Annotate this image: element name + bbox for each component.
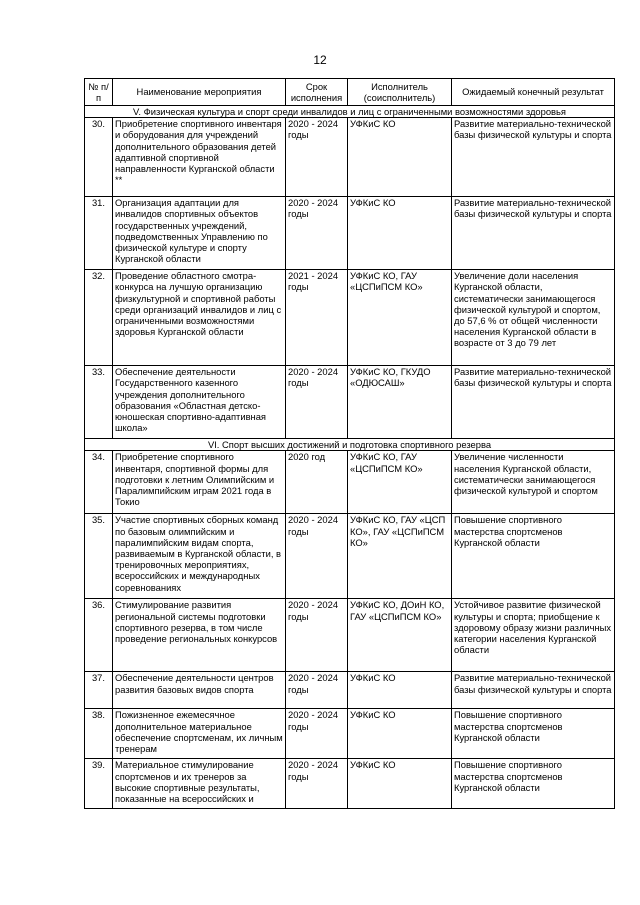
row-event-name: Материальное стимулирование спортсменов и их тренеров за высокие спортивные результаты, показанные на всероссийских и [113, 759, 286, 809]
section-title: V. Физическая культура и спорт среди инвалидов и лиц с ограниченными возможностями здоровья [85, 106, 615, 118]
header-executor: Исполнитель (соисполнитель) [348, 79, 452, 106]
row-executor: УФКиС КО, ГАУ «ЦСПиПСМ КО» [348, 451, 452, 514]
row-number: 38. [85, 709, 113, 759]
table-row [85, 270, 615, 366]
row-number: 33. [85, 366, 113, 439]
row-executor: УФКиС КО, ДОиН КО, ГАУ «ЦСПиПСМ КО» [348, 599, 452, 672]
row-term: 2021 - 2024 годы [286, 270, 348, 366]
row-event-name: Организация адаптации для инвалидов спортивных объектов государственных учреждений, подведомственных Управлению по физической культуре и спорту Курганской области [113, 197, 286, 270]
section-row [85, 106, 615, 118]
row-term: 2020 - 2024 годы [286, 709, 348, 759]
row-term: 2020 - 2024 годы [286, 514, 348, 599]
table-header-row [85, 79, 615, 106]
row-event-name: Пожизненное ежемесячное дополнительное материальное обеспечение спортсменам, их личным тренерам [113, 709, 286, 759]
table-row [85, 709, 615, 759]
row-result: Повышение спортивного мастерства спортсменов Курганской области [452, 709, 615, 759]
table-row [85, 759, 615, 809]
row-number: 32. [85, 270, 113, 366]
table-row [85, 672, 615, 709]
row-result: Увеличение численности населения Курганской области, систематически занимающегося физической культурой и спортом [452, 451, 615, 514]
row-event-name: Проведение областного смотра-конкурса на лучшую организацию физкультурной и спортивной работы среди организаций инвалидов и лиц с ограниченными возможностями здоровья Курганской области [113, 270, 286, 366]
row-executor: УФКиС КО, ГАУ «ЦСПиПСМ КО» [348, 270, 452, 366]
row-number: 34. [85, 451, 113, 514]
row-number: 30. [85, 118, 113, 197]
header-term: Срок исполнения [286, 79, 348, 106]
row-event-name: Приобретение спортивного инвентаря и оборудования для учреждений дополнительного образования детей адаптивной спортивной направленности Курганской области ** [113, 118, 286, 197]
row-event-name: Обеспечение деятельности центров развития базовых видов спорта [113, 672, 286, 709]
row-event-name: Приобретение спортивного инвентаря, спортивной формы для подготовки к летним Олимпийским и Паралимпийским играм 2021 года в Токио [113, 451, 286, 514]
row-executor: УФКиС КО [348, 709, 452, 759]
row-term: 2020 год [286, 451, 348, 514]
header-result: Ожидаемый конечный результат [452, 79, 615, 106]
row-executor: УФКиС КО [348, 672, 452, 709]
row-number: 37. [85, 672, 113, 709]
row-term: 2020 - 2024 годы [286, 759, 348, 809]
row-result: Развитие материально-технической базы физической культуры и спорта [452, 366, 615, 439]
section-title: VI. Спорт высших достижений и подготовка спортивного резерва [85, 439, 615, 451]
row-term: 2020 - 2024 годы [286, 366, 348, 439]
row-result: Устойчивое развитие физической культуры и спорта; приобщение к здоровому образу жизни различных категории населения Курганской области [452, 599, 615, 672]
header-event-name: Наименование мероприятия [113, 79, 286, 106]
row-number: 36. [85, 599, 113, 672]
section-row [85, 439, 615, 451]
table-row [85, 197, 615, 270]
row-executor: УФКиС КО [348, 118, 452, 197]
row-term: 2020 - 2024 годы [286, 672, 348, 709]
row-term: 2020 - 2024 годы [286, 118, 348, 197]
row-executor: УФКиС КО, ГКУДО «ОДЮСАШ» [348, 366, 452, 439]
row-result: Увеличение доли населения Курганской области, систематически занимающегося физической культурой и спортом, до 57,6 % от общей численности населения Курганской области в возрасте от 3 до 79 лет [452, 270, 615, 366]
row-event-name: Обеспечение деятельности Государственного казенного учреждения дополнительного образования «Областная детско-юношеская спортивно-адаптивная школа» [113, 366, 286, 439]
row-executor: УФКиС КО [348, 759, 452, 809]
events-table [84, 78, 615, 809]
row-executor: УФКиС КО, ГАУ «ЦСП КО», ГАУ «ЦСПиПСМ КО» [348, 514, 452, 599]
table-row [85, 118, 615, 197]
page-number: 12 [313, 53, 327, 67]
row-term: 2020 - 2024 годы [286, 197, 348, 270]
row-event-name: Стимулирование развития региональной системы подготовки спортивного резерва, в том числе проведение региональных конкурсов [113, 599, 286, 672]
table-row [85, 599, 615, 672]
row-result: Повышение спортивного мастерства спортсменов Курганской области [452, 759, 615, 809]
row-term: 2020 - 2024 годы [286, 599, 348, 672]
row-executor: УФКиС КО [348, 197, 452, 270]
row-result: Развитие материально-технической базы физической культуры и спорта [452, 118, 615, 197]
table-row [85, 451, 615, 514]
table-row [85, 366, 615, 439]
row-number: 31. [85, 197, 113, 270]
header-number: № п/п [85, 79, 113, 106]
row-event-name: Участие спортивных сборных команд по базовым олимпийским и паралимпийским видам спорта, развиваемым в Курганской области, в тренировочных мероприятиях, всероссийских и международных соревнованиях [113, 514, 286, 599]
row-result: Повышение спортивного мастерства спортсменов Курганской области [452, 514, 615, 599]
row-result: Развитие материально-технической базы физической культуры и спорта [452, 672, 615, 709]
row-result: Развитие материально-технической базы физической культуры и спорта [452, 197, 615, 270]
row-number: 39. [85, 759, 113, 809]
row-number: 35. [85, 514, 113, 599]
table-row [85, 514, 615, 599]
